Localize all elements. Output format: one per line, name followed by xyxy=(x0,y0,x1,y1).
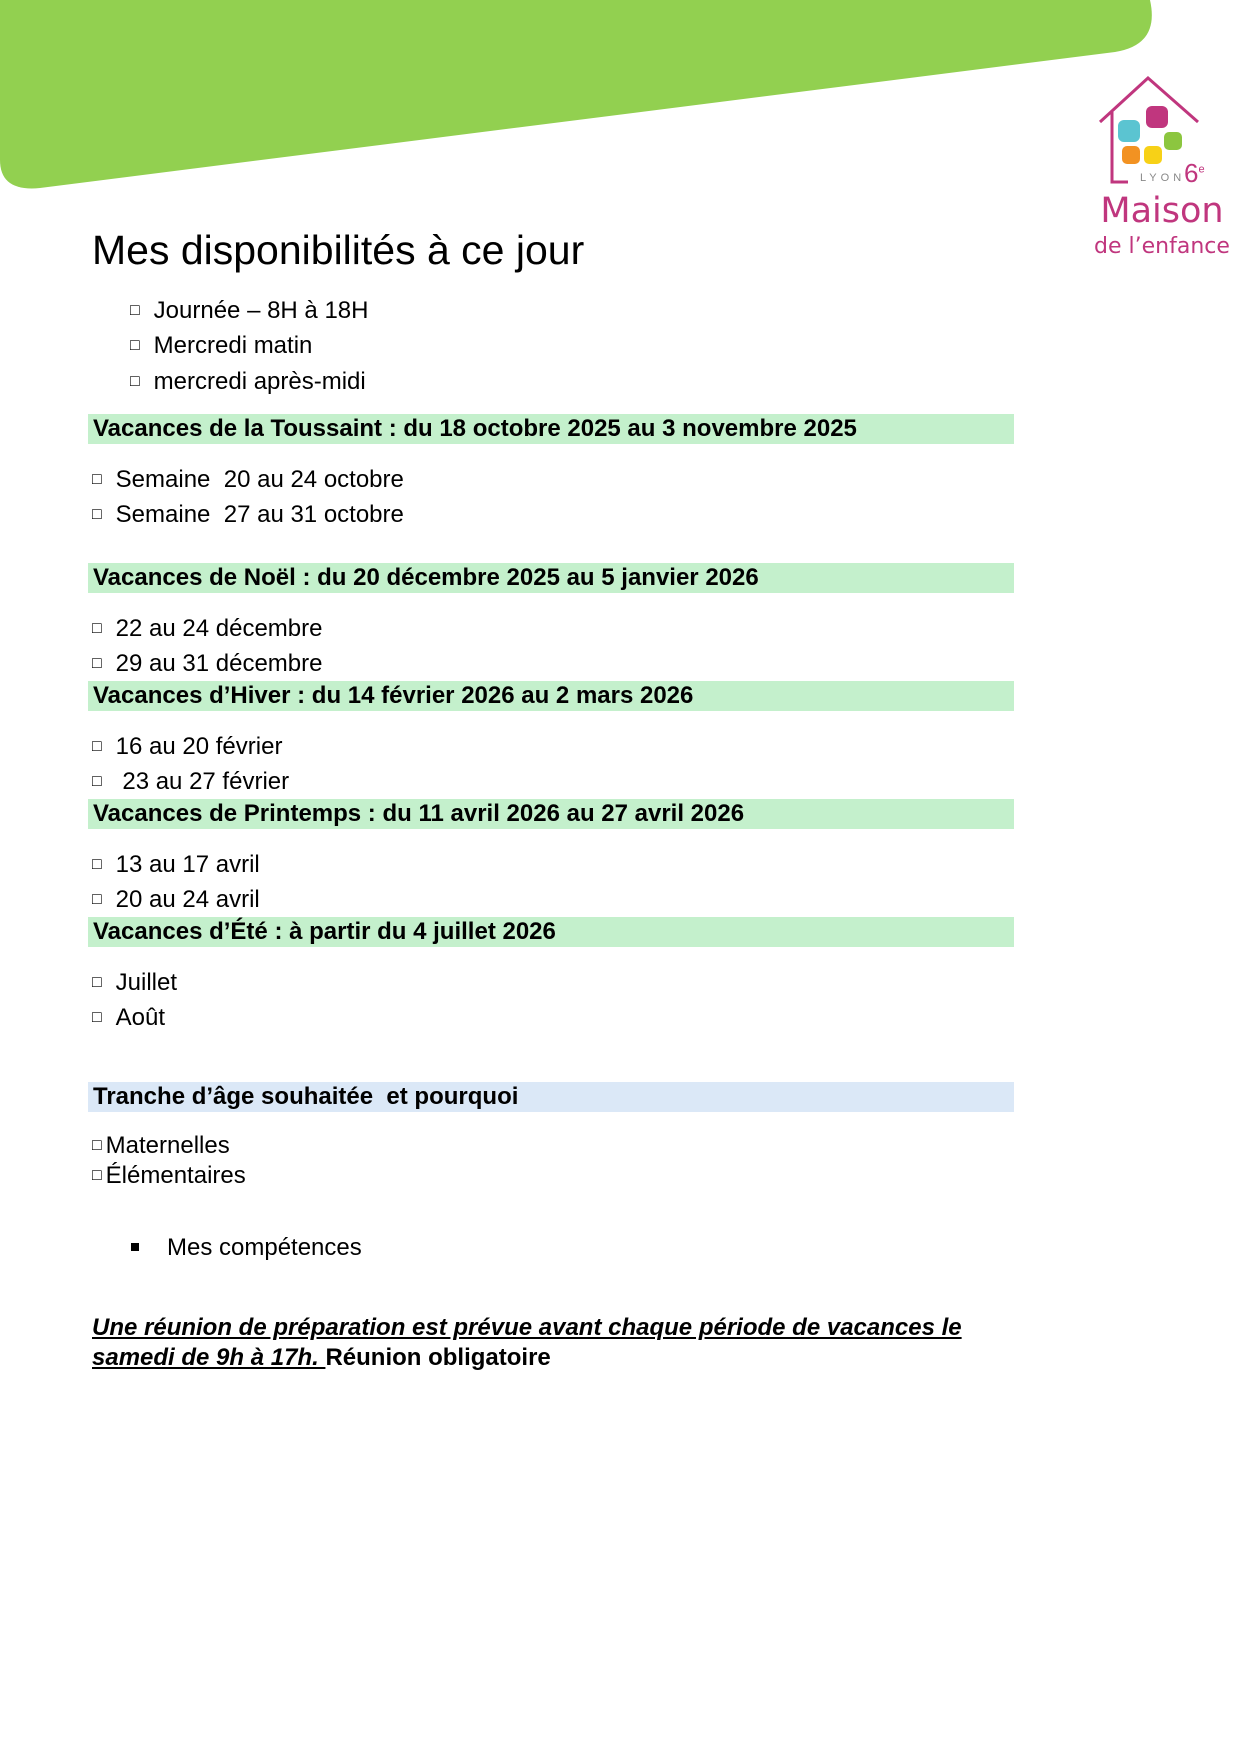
checkbox-elementaires[interactable] xyxy=(92,1161,246,1192)
checkbox-icon: □ xyxy=(130,336,140,354)
checkbox-label: Maternelles xyxy=(105,1132,230,1159)
checkbox-label: Mercredi matin xyxy=(153,332,313,359)
section-heading-noel: Vacances de Noël : du 20 décembre 2025 au 5 janvier 2026 xyxy=(88,563,1014,593)
checkbox-icon: □ xyxy=(92,855,102,873)
checkbox-icon: □ xyxy=(92,1166,102,1184)
checkbox-icon: □ xyxy=(130,372,140,390)
meeting-note-strong: Réunion obligatoire xyxy=(325,1344,551,1371)
section-heading-toussaint: Vacances de la Toussaint : du 18 octobre 2025 au 3 novembre 2025 xyxy=(88,414,1014,444)
checkbox-hiver-week2[interactable] xyxy=(92,767,289,798)
checkbox-label: mercredi après-midi xyxy=(153,368,366,395)
meeting-note-emphasis: Une réunion de préparation est prévue avant chaque période de vacances le samedi de 9h à 17h. xyxy=(92,1314,962,1371)
section-heading-age: Tranche d’âge souhaitée et pourquoi xyxy=(88,1082,1014,1112)
checkbox-toussaint-week1[interactable] xyxy=(92,465,404,496)
checkbox-ete-juillet[interactable] xyxy=(92,968,177,999)
page-title: Mes disponibilités à ce jour xyxy=(92,227,585,273)
logo-city: LYON xyxy=(1140,172,1186,184)
competences-item xyxy=(131,1233,362,1263)
header-banner xyxy=(0,0,1240,200)
checkbox-label: Semaine 27 au 31 octobre xyxy=(115,501,404,528)
checkbox-label: 13 au 17 avril xyxy=(115,851,260,878)
checkbox-label: Juillet xyxy=(115,969,178,996)
checkbox-icon: □ xyxy=(92,772,102,790)
checkbox-icon: □ xyxy=(92,1008,102,1026)
checkbox-mercredi-apres-midi[interactable] xyxy=(130,367,366,398)
checkbox-icon: □ xyxy=(92,470,102,488)
logo-text-enfance: de l’enfance xyxy=(1094,234,1230,259)
checkbox-icon: □ xyxy=(92,654,102,672)
checkbox-label: Août xyxy=(115,1004,166,1031)
checkbox-journee[interactable] xyxy=(130,296,368,327)
checkbox-label: 16 au 20 février xyxy=(115,733,283,760)
checkbox-printemps-week1[interactable] xyxy=(92,850,260,881)
section-heading-printemps: Vacances de Printemps : du 11 avril 2026 au 27 avril 2026 xyxy=(88,799,1014,829)
checkbox-label: 23 au 27 février xyxy=(115,768,290,795)
checkbox-icon: □ xyxy=(92,619,102,637)
checkbox-label: 20 au 24 avril xyxy=(115,886,260,913)
checkbox-label: 22 au 24 décembre xyxy=(115,615,323,642)
checkbox-ete-aout[interactable] xyxy=(92,1003,165,1034)
checkbox-label: Élémentaires xyxy=(105,1162,246,1189)
checkbox-label: Journée – 8H à 18H xyxy=(153,297,369,324)
section-heading-hiver: Vacances d’Hiver : du 14 février 2026 au 2 mars 2026 xyxy=(88,681,1014,711)
section-heading-ete: Vacances d’Été : à partir du 4 juillet 2026 xyxy=(88,917,1014,947)
bullet-icon xyxy=(131,1243,139,1251)
competences-label: Mes compétences xyxy=(167,1234,362,1261)
meeting-note xyxy=(92,1313,1022,1373)
maison-enfance-logo xyxy=(1088,72,1236,272)
checkbox-label: Semaine 20 au 24 octobre xyxy=(115,466,404,493)
checkbox-icon: □ xyxy=(130,301,140,319)
checkbox-hiver-week1[interactable] xyxy=(92,732,282,763)
checkbox-icon: □ xyxy=(92,890,102,908)
checkbox-maternelles[interactable] xyxy=(92,1131,230,1162)
checkbox-mercredi-matin[interactable] xyxy=(130,331,312,362)
checkbox-label: 29 au 31 décembre xyxy=(115,650,323,677)
checkbox-printemps-week2[interactable] xyxy=(92,885,260,916)
checkbox-icon: □ xyxy=(92,737,102,755)
checkbox-icon: □ xyxy=(92,973,102,991)
checkbox-toussaint-week2[interactable] xyxy=(92,500,404,531)
logo-text-maison: Maison xyxy=(1100,191,1224,231)
logo-district: 6e xyxy=(1184,158,1205,188)
checkbox-icon: □ xyxy=(92,505,102,523)
checkbox-noel-week1[interactable] xyxy=(92,614,322,645)
checkbox-icon: □ xyxy=(92,1136,102,1154)
checkbox-noel-week2[interactable] xyxy=(92,649,322,680)
